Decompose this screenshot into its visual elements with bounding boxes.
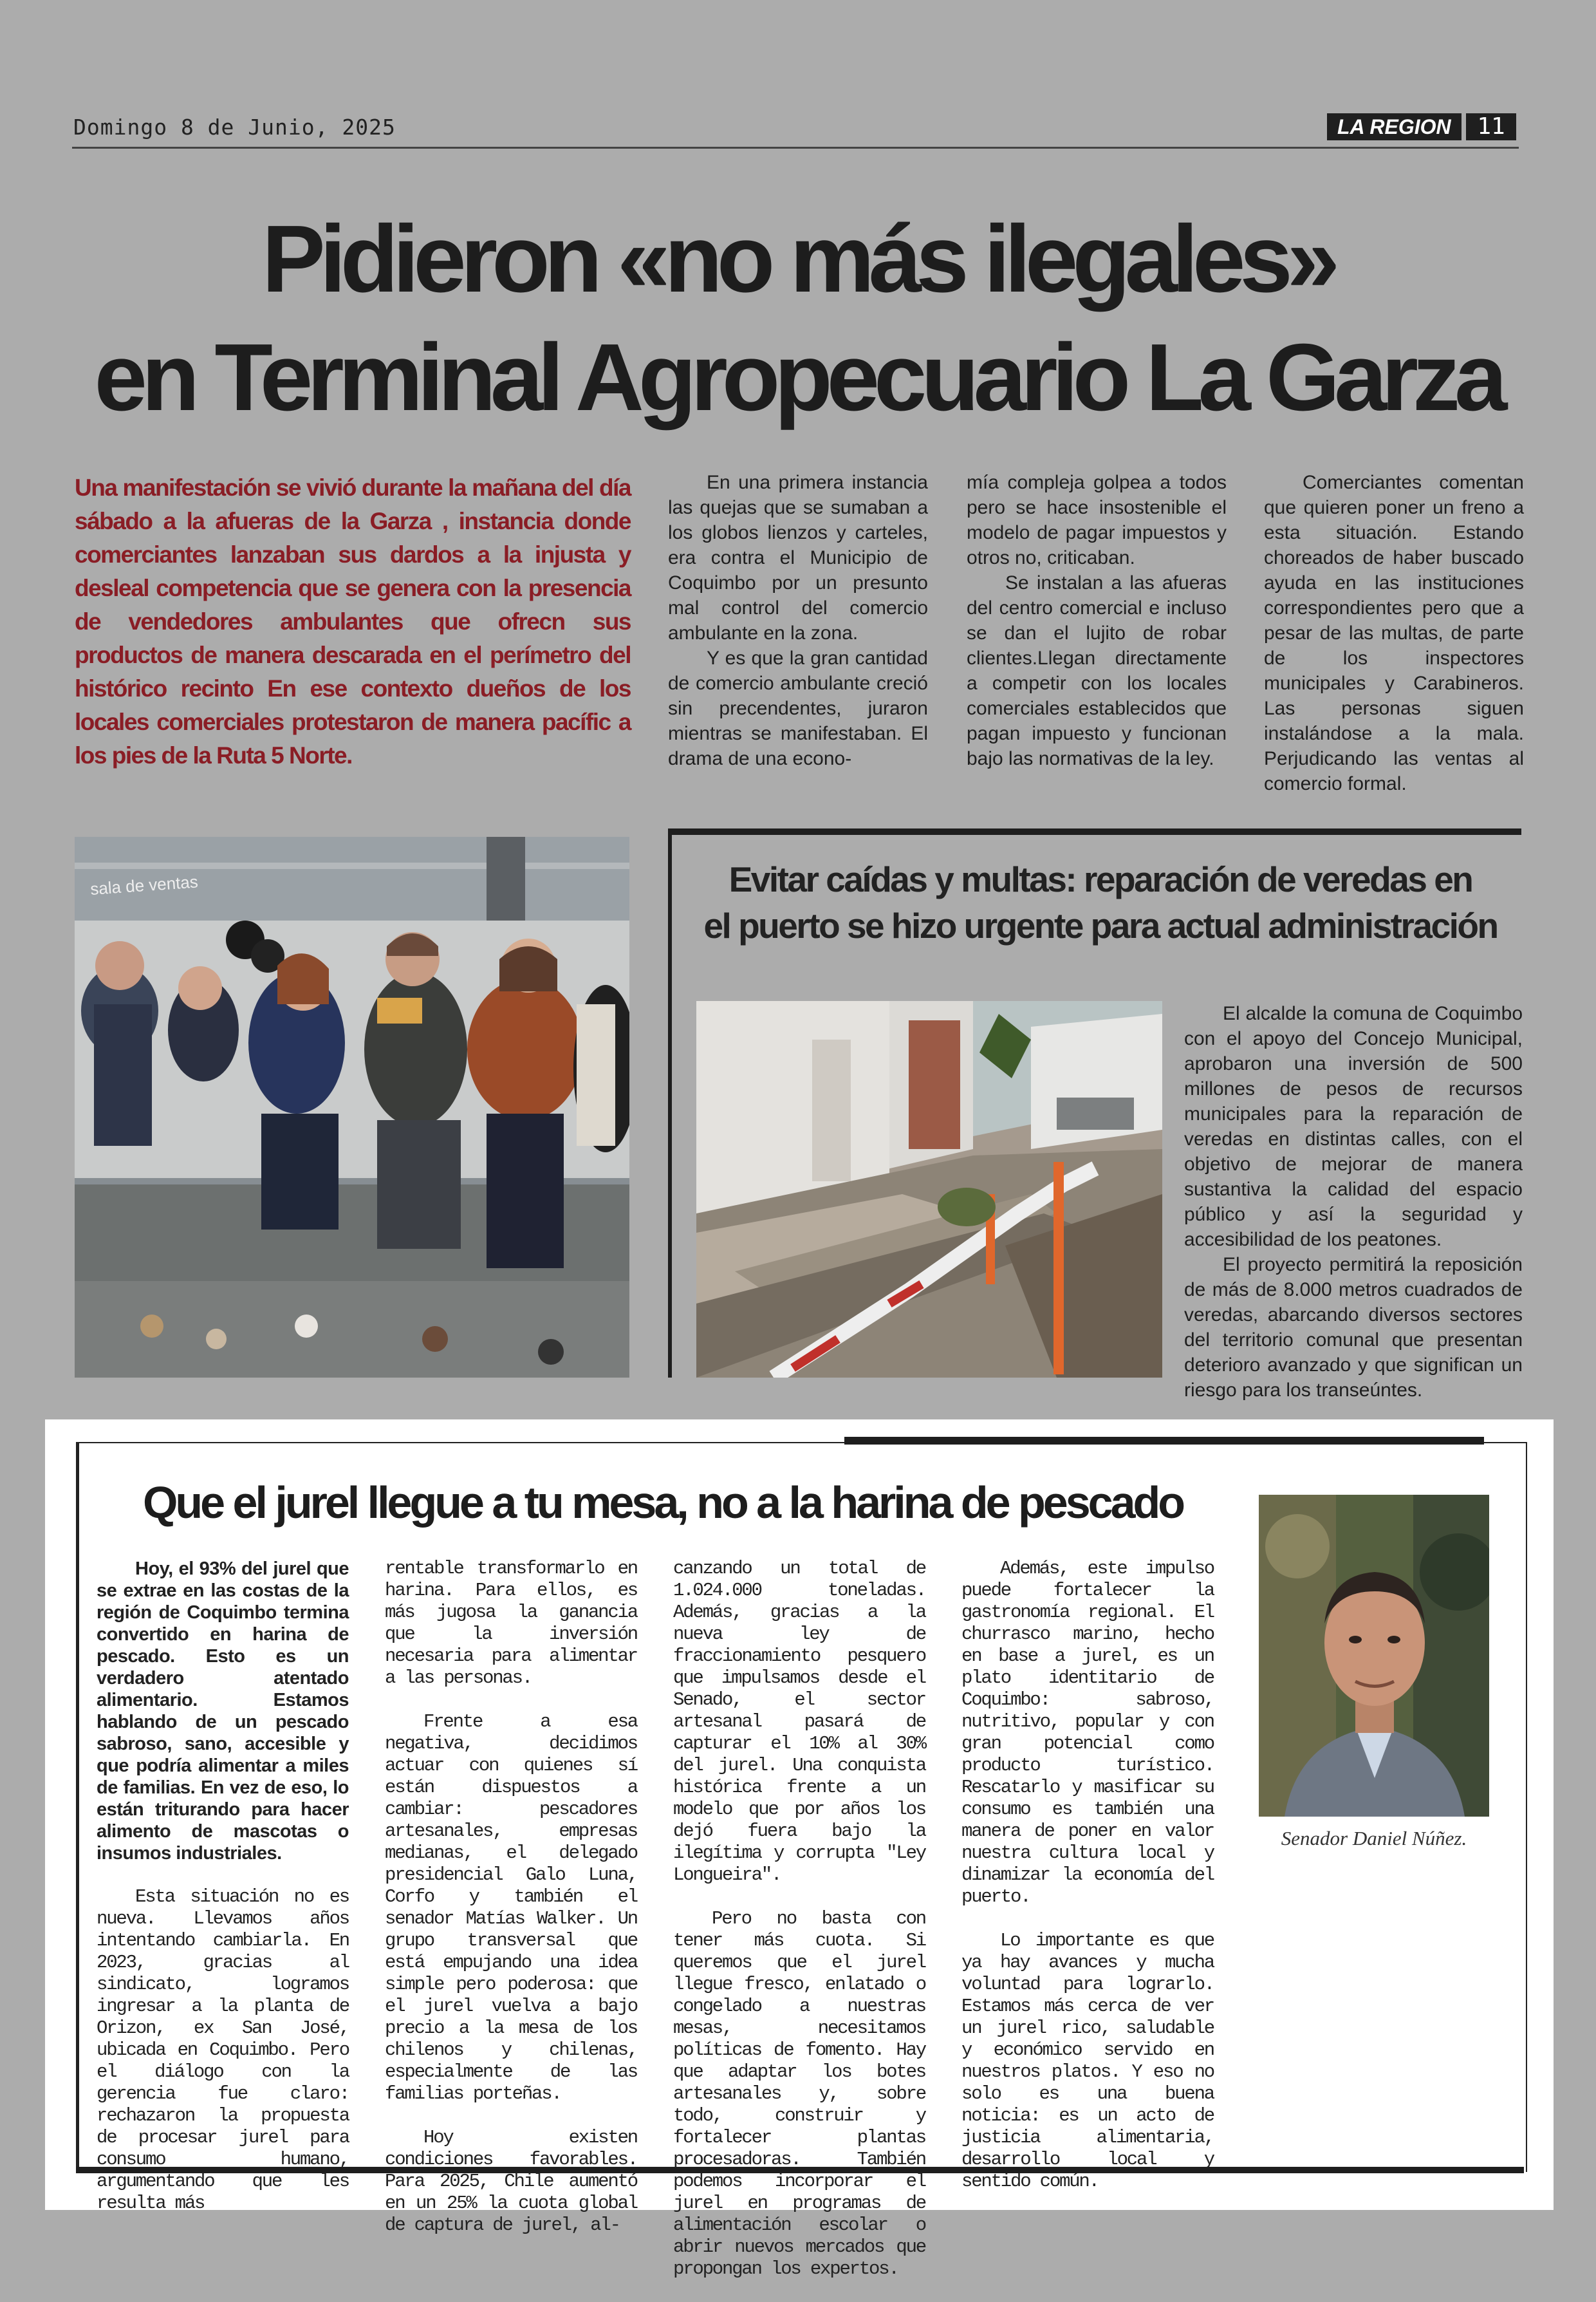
- paragraph: Pero no basta con tener más cuota. Si queremos que el jurel llegue fresco, enlatado o congelado a nuestras mesas, necesitamos políticas de fomento. Hay que adaptar los botes artesanales y, sobre todo, construir y fortalecer plantas procesadoras. También podemos incorporar el jurel en programas de alimentación escolar o abrir nuevos mercados que propongan los expertos.: [673, 1908, 925, 2279]
- main-headline-line-1: Pidieron «no más ilegales»: [261, 206, 1335, 312]
- portrait-caption: Senador Daniel Núñez.: [1281, 1827, 1467, 1849]
- opinion-column-2: [385, 1558, 637, 2258]
- opinion-box-top-bar: [844, 1437, 1484, 1445]
- main-column-2: [967, 470, 1227, 771]
- paragraph: El alcalde la comuna de Coquimbo con el apoyo del Concejo Municipal, aprobaron una inversión de 500 millones de pesos de recursos municipales para la reparación de veredas en distintas calles, con el objetivo de mejorar de manera sustantiva la calidad del espacio público y así la seguridad y accesibilidad de los peatones.: [1184, 1003, 1523, 1250]
- page-number: 11: [1466, 113, 1516, 140]
- veredas-headline: [682, 856, 1519, 949]
- veredas-headline-line-1: Evitar caídas y multas: reparación de veredas en: [728, 859, 1472, 899]
- opinion-column-3: [673, 1558, 925, 2302]
- paragraph: Se instalan a las afueras del centro comercial e incluso se dan el lujito de robar clientes.Llegan directamente a competir con los locales comerciales establecidos que pagan impuesto y funcionan bajo las normativas de la ley.: [967, 572, 1227, 769]
- paragraph: En una primera instancia las quejas que se sumaban a los globos lienzos y carteles, era contra el Municipio de Coquimbo por un presunto mal control del comercio ambulante en la zona.: [668, 472, 928, 644]
- newspaper-brand: LA REGION: [1327, 113, 1461, 140]
- paragraph: Y es que la gran cantidad de comercio ambulante creció sin precendentes, juraron mientras se manifestaban. El drama de una econo-: [668, 648, 928, 769]
- opinion-column-4: [961, 1558, 1214, 2214]
- issue-date: Domingo 8 de Junio, 2025: [73, 115, 396, 140]
- header-rule: [72, 147, 1519, 149]
- paragraph: Esta situación no es nueva. Llevamos años intentando cambiarla. En 2023, gracias al sindicato, logramos ingresar a la planta de Orizon, ex San José, ubicada en Coquimbo. Pero el diálogo con la gerencia fue claro: rechazaron la propuesta de procesar jurel para consumo humano, argumentando que les resulta más: [97, 1886, 349, 2214]
- main-column-1: [668, 470, 928, 771]
- paragraph: Comerciantes comentan que quieren poner un freno a esta situación. Estando choreados de haber buscado ayuda en las instituciones correspondientes pero que a pesar de las multas, de parte de los inspectores municipales y Carabineros. Las personas siguen instalándose a la mala. Perjudicando las ventas al comercio formal.: [1264, 472, 1524, 794]
- paragraph: Frente a esa negativa, decidimos actuar con quienes sí están dispuestos a cambiar: pescadores artesanales, empresas medianas, el delegado presidencial Galo Luna, Corfo y también el senador Matías Walker. Un grupo transversal que está empujando una idea simple pero poderosa: que el jurel vuelva a bajo precio a la mesa de los chilenos y chilenas, especialmente de las familias porteñas.: [385, 1711, 637, 2104]
- paragraph: mía compleja golpea a todos pero se hace insostenible el modelo de pagar impuestos y otros no, criticaban.: [967, 472, 1227, 568]
- paragraph: canzando un total de 1.024.000 toneladas. Además, gracias a la nueva ley de fraccionamiento pesquero que impulsamos desde el Senado, el sector artesanal pasará de capturar el 10% al 30% del jurel. Una conquista histórica frente a un modelo que por años los dejó fuera bajo la ilegítima y corrupta "Ley Longueira".: [673, 1558, 925, 1886]
- paragraph: rentable transformarlo en harina. Para ellos, es más jugosa la ganancia que la inversión necesaria para alimentar a las personas.: [385, 1558, 637, 1689]
- main-column-3: [1264, 470, 1524, 796]
- paragraph: Hoy existen condiciones favorables. Para 2025, Chile aumentó en un 25% la cuota global de captura de jurel, al-: [385, 2127, 637, 2236]
- veredas-left-rule: [668, 828, 672, 1378]
- paragraph: El proyecto permitirá la reposición de más de 8.000 metros cuadrados de veredas, abarcando diversos sectores del territorio comunal que presentan deterioro avanzado y que significan un riesgo para los transeúntes.: [1184, 1254, 1523, 1401]
- sidewalk-photo: [696, 1001, 1162, 1378]
- opinion-column-1: [97, 1558, 349, 2236]
- author-portrait: [1259, 1495, 1489, 1817]
- main-headline-line-2: en Terminal Agropecuario La Garza: [94, 324, 1502, 431]
- protest-photo: [75, 837, 629, 1378]
- veredas-headline-line-2: el puerto se hizo urgente para actual administración: [703, 906, 1498, 946]
- paragraph: Además, este impulso puede fortalecer la gastronomía regional. El churrasco marino, hecho en base a jurel, es un plato identitario de Coquimbo: sabroso, nutritivo, popular y con gran potencial como producto turístico. Rescatarlo y masificar su consumo es también una manera de poner en valor nuestra cultura local y dinamizar la economía del puerto.: [961, 1558, 1214, 1907]
- main-lead: Una manifestación se vivió durante la mañana del día sábado a la afueras de la Garza , instancia donde comerciantes lanzaban sus dardos a la injusta y desleal competencia que se genera con la presencia de vendedores ambulantes que ofrecn sus productos de manera descarada en el perímetro del histórico recinto En ese contexto dueños de los locales comerciales protestaron de manera pacífic a los pies de la Ruta 5 Norte.: [75, 474, 631, 769]
- veredas-top-rule: [668, 828, 1521, 835]
- opinion-headline: Que el jurel llegue a tu mesa, no a la harina de pescado: [142, 1477, 1183, 1528]
- sign-text: sala de ventas: [89, 872, 199, 899]
- opinion-lede: Hoy, el 93% del jurel que se extrae en las costas de la región de Coquimbo termina convertido en harina de pescado. Esto es un verdadero atentado alimentario. Estamos hablando de un pescado sabroso, sano, accesible y que podría alimentar a miles de familias. En vez de eso, lo están triturando para hacer alimento de mascotas o insumos industriales.: [97, 1558, 349, 1864]
- veredas-column: [1184, 1001, 1523, 1403]
- paragraph: Lo importante es que ya hay avances y mucha voluntad para lograrlo. Estamos más cerca de ver un jurel rico, saludable y económico servido en nuestros platos. Y eso no solo es una buena noticia: es un acto de justicia alimentaria, desarrollo local y sentido común.: [961, 1930, 1214, 2192]
